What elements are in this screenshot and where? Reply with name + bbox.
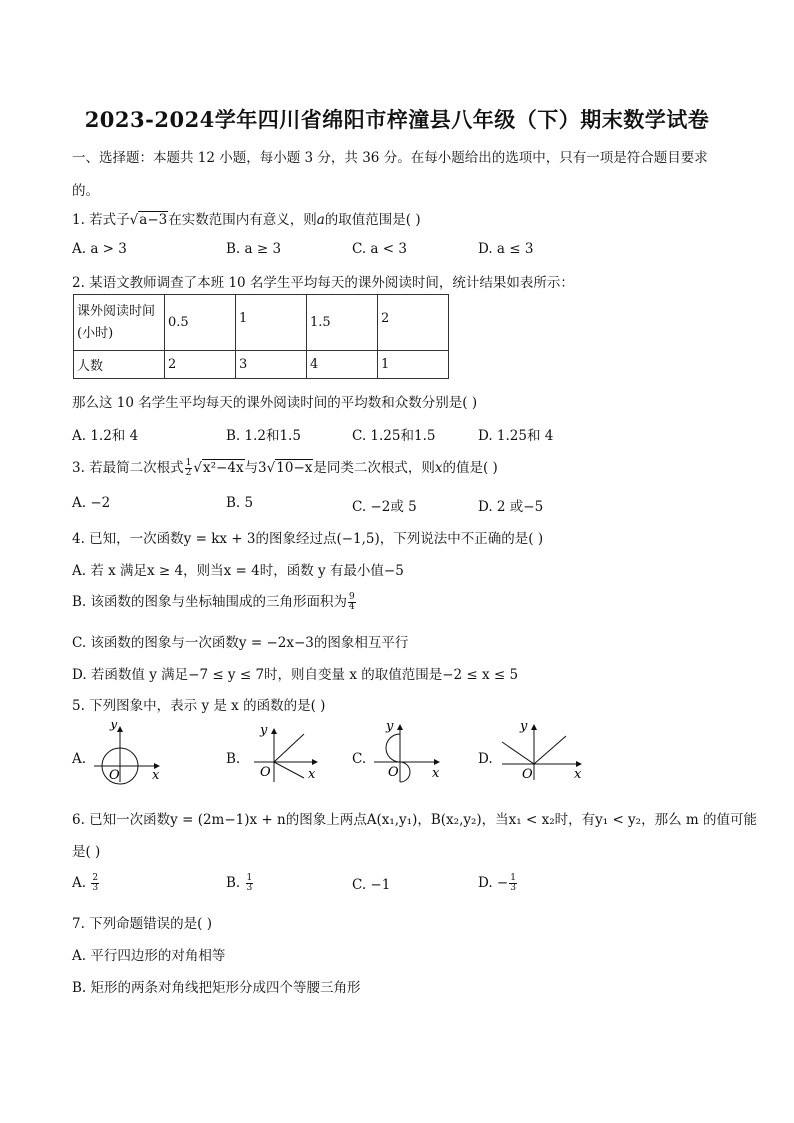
q6-option-a[interactable] [72, 874, 100, 893]
q1-option-c[interactable]: C. a < 3 [352, 241, 407, 257]
table-cell: 0.5 [165, 295, 236, 351]
axis-y-label: y [260, 723, 268, 738]
q4-fraction [348, 593, 356, 612]
q4-stem: 4. 已知，一次函数y = kx + 3的图象经过点(−1,5)，下列说法中不正确的是( ) [72, 531, 544, 547]
q1-option-a[interactable]: A. a > 3 [72, 241, 127, 257]
q2-option-d[interactable]: D. 1.25和 4 [478, 428, 554, 444]
q2-option-c[interactable]: C. 1.25和1.5 [352, 428, 436, 444]
q2-question: 那么这 10 名学生平均每天的课外阅读时间的平均数和众数分别是( ) [72, 395, 478, 411]
q5-graph-b [244, 722, 324, 786]
q2-stem: 2. 某语文教师调查了本班 10 名学生平均每天的课外阅读时间，统计结果如表所示： [72, 275, 574, 291]
q3-option-d[interactable]: D. 2 或−5 [478, 499, 544, 515]
origin-label: O [522, 767, 533, 782]
q5-graph-c [368, 718, 448, 786]
q5-graph-d [494, 718, 590, 782]
q3-radicand1: x²−4x [203, 460, 244, 476]
q5-stem: 5. 下列图象中，表示 y 是 x 的函数的是( ) [72, 698, 326, 714]
axis-x-label: x [152, 768, 160, 783]
frac-den: 3 [510, 883, 516, 893]
q4-frac-num: 9 [349, 592, 355, 602]
table-cell: 1 [378, 351, 449, 379]
q1-radicand: a−3 [139, 212, 168, 228]
q3-radicand2: 10−x [276, 460, 313, 476]
q3-option-c[interactable]: C. −2或 5 [352, 499, 417, 515]
q6-stem-line2: 是( ) [72, 844, 101, 860]
q7-option-a[interactable]: A. 平行四边形的对角相等 [72, 948, 226, 964]
table-header-time-line1: 课外阅读时间 [77, 303, 156, 319]
q5-graph-a [88, 722, 168, 786]
sqrt-sign: √ [266, 460, 276, 476]
frac-den: 3 [92, 883, 99, 893]
table-header-count: 人数 [74, 351, 165, 379]
table-header-time-line2: (小时) [77, 325, 114, 341]
axis-x-label: x [308, 767, 316, 782]
sqrt-sign: √ [129, 212, 139, 228]
q5-label-d[interactable]: D. [478, 751, 493, 767]
q6-option-c[interactable]: C. −1 [352, 877, 391, 893]
q1-option-b[interactable]: B. a ≥ 3 [226, 241, 282, 257]
q6-option-b-fraction [246, 874, 254, 893]
axis-y-label: y [520, 719, 528, 734]
q3-stem [72, 456, 498, 478]
q6-stem-line1: 6. 已知一次函数y = (2m−1)x + n的图象上两点A(x₁,y₁)，B(x₂,y₂)，当x₁ < x₂时，有y₁ < y₂，那么 m 的值可能 [72, 812, 757, 828]
q5-label-a[interactable]: A. [72, 751, 87, 767]
q6-option-b[interactable] [226, 874, 254, 893]
q3-mid: 与3 [244, 460, 267, 476]
q3-frac-num: 1 [185, 458, 192, 468]
q3-fraction [185, 459, 193, 478]
q3-option-b[interactable]: B. 5 [226, 495, 254, 511]
frac-den: 3 [246, 883, 253, 893]
table-cell: 1 [236, 295, 307, 351]
axis-x-label: x [574, 767, 582, 782]
table-cell: 1.5 [307, 295, 378, 351]
q3-var: x [434, 460, 443, 476]
q6-option-a-fraction [91, 874, 99, 893]
table-cell: 2 [378, 295, 449, 351]
q4-option-a[interactable]: A. 若 x 满足x ≥ 4，则当x = 4时，函数 y 有最小值−5 [72, 563, 404, 579]
table-cell: 2 [165, 351, 236, 379]
table-cell: 4 [307, 351, 378, 379]
q6-option-a-label: A. [72, 875, 87, 891]
q2-option-a[interactable]: A. 1.2和 4 [72, 428, 139, 444]
q1-stem-end: 的取值范围是( ) [324, 212, 421, 228]
origin-label: O [109, 768, 120, 783]
axis-y-label: y [110, 722, 118, 732]
q4-option-d[interactable]: D. 若函数值 y 满足−7 ≤ y ≤ 7时，则自变量 x 的取值范围是−2 ≤ x ≤ 5 [72, 667, 519, 683]
table-cell: 3 [236, 351, 307, 379]
q3-frac-den: 2 [185, 468, 192, 478]
q3-stem-post: 是同类二次根式，则 [313, 460, 435, 476]
q5-label-c[interactable]: C. [352, 751, 367, 767]
q1-var: a [316, 212, 325, 228]
page-title: 2023-2024学年四川省绵阳市梓潼县八年级（下）期末数学试卷 [84, 107, 710, 132]
q7-stem: 7. 下列命题错误的是( ) [72, 916, 212, 932]
q3-stem-pre: 3. 若最简二次根式 [72, 460, 184, 476]
table-header-time [74, 295, 165, 351]
q1-stem-pre: 1. 若式子 [72, 212, 130, 228]
q2-option-b[interactable]: B. 1.2和1.5 [226, 428, 301, 444]
frac-num: 2 [92, 873, 99, 883]
q6-option-d-fraction [509, 874, 517, 893]
q4-frac-den: 4 [349, 602, 355, 612]
frac-num: 1 [510, 873, 516, 883]
q3-option-a[interactable]: A. −2 [72, 495, 111, 511]
q5-label-b[interactable]: B. [226, 751, 241, 767]
q4-option-b[interactable] [72, 590, 357, 612]
q4-option-b-text: B. 该函数的图象与坐标轴围成的三角形面积为 [72, 594, 348, 610]
q6-option-b-label: B. [226, 875, 241, 891]
origin-label: O [260, 765, 271, 780]
frac-num: 1 [246, 873, 253, 883]
q1-option-d[interactable]: D. a ≤ 3 [478, 241, 534, 257]
origin-label: O [388, 765, 399, 780]
q6-option-d[interactable] [478, 874, 518, 893]
sqrt-sign: √ [193, 460, 203, 476]
reading-time-table [73, 294, 449, 379]
q4-option-c[interactable]: C. 该函数的图象与一次函数y = −2x−3的图象相互平行 [72, 635, 409, 651]
section-instructions-line2: 的。 [72, 183, 99, 199]
axis-x-label: x [432, 766, 440, 781]
section-instructions-line1: 一、选择题：本题共 12 小题，每小题 3 分，共 36 分。在每小题给出的选项中，只有一项是符合题目要求 [72, 150, 708, 166]
q1-stem-post: 在实数范围内有意义，则 [168, 212, 317, 228]
q1-stem [72, 208, 421, 228]
q3-stem-end: 的值是( ) [442, 460, 498, 476]
axis-y-label: y [386, 719, 394, 734]
q6-option-d-label: D. − [478, 875, 509, 891]
q7-option-b[interactable]: B. 矩形的两条对角线把矩形分成四个等腰三角形 [72, 980, 361, 996]
